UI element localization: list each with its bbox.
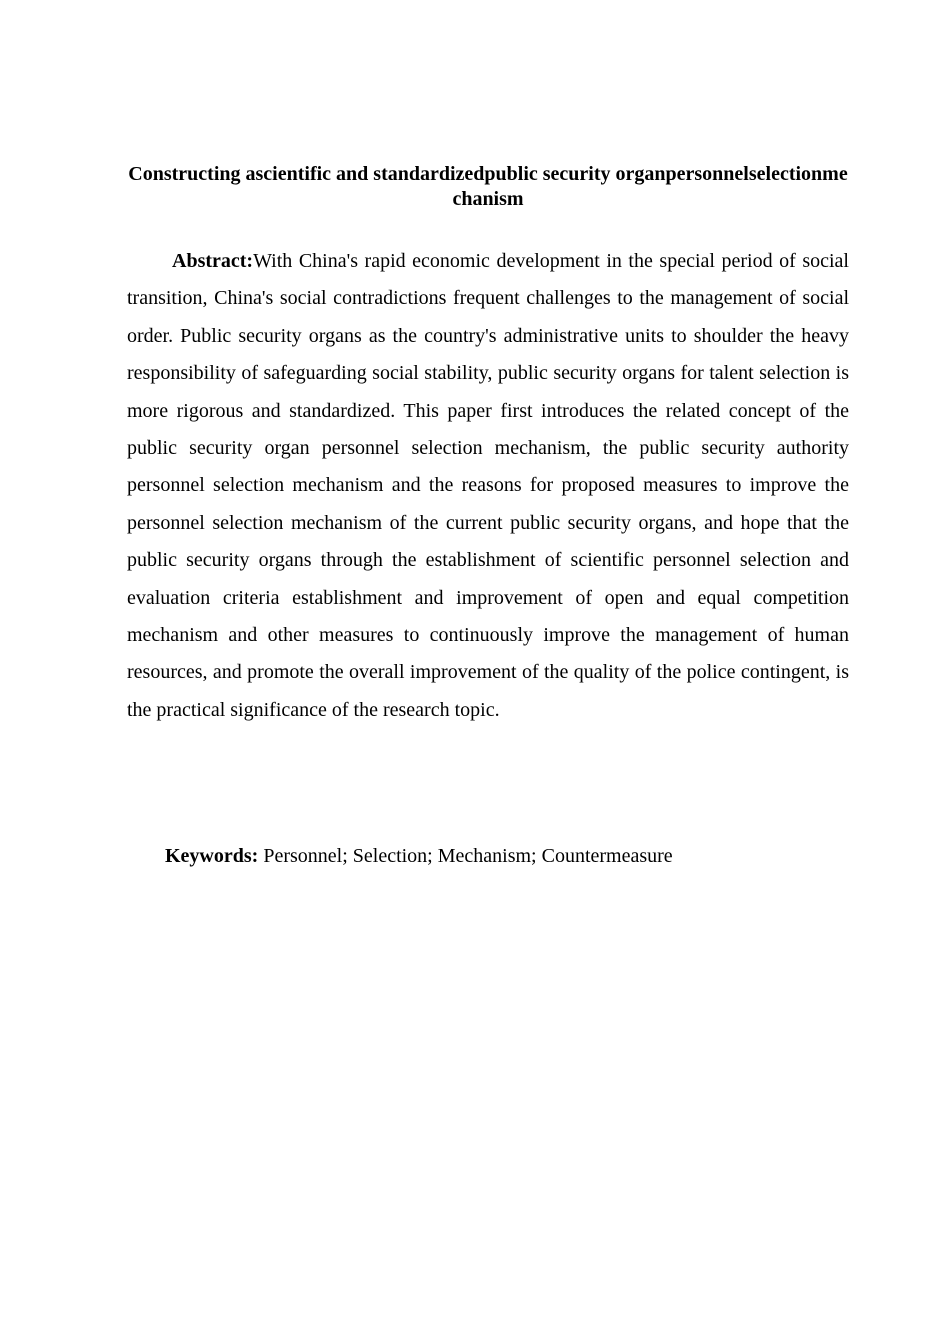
abstract-label: Abstract: — [172, 250, 254, 272]
keywords-text: Personnel; Selection; Mechanism; Countermeasure — [258, 845, 673, 867]
abstract-paragraph — [127, 243, 849, 729]
paper-title: Constructing ascientific and standardizedpublic security organpersonnelselectionmechanism — [128, 163, 848, 210]
keywords-line — [165, 841, 865, 871]
abstract-text: With China's rapid economic development in the special period of social transition, China's social contradictions frequent challenges to the management of social order. Public security organs as the country's administrative units to shoulder the heavy responsibility of safeguarding social stability, public security organs for talent selection is more rigorous and standardized. This paper first introduces the related concept of the public security organ personnel selection mechanism, the public security authority personnel selection mechanism and the reasons for proposed measures to improve the personnel selection mechanism of the current public security organs, and hope that the public security organs through the establishment of scientific personnel selection and evaluation criteria establishment and improvement of open and equal competition mechanism and other measures to continuously improve the management of human resources, and promote the overall improvement of the quality of the police contingent, is the practical significance of the research topic. — [127, 250, 849, 721]
keywords-label: Keywords: — [165, 845, 259, 867]
